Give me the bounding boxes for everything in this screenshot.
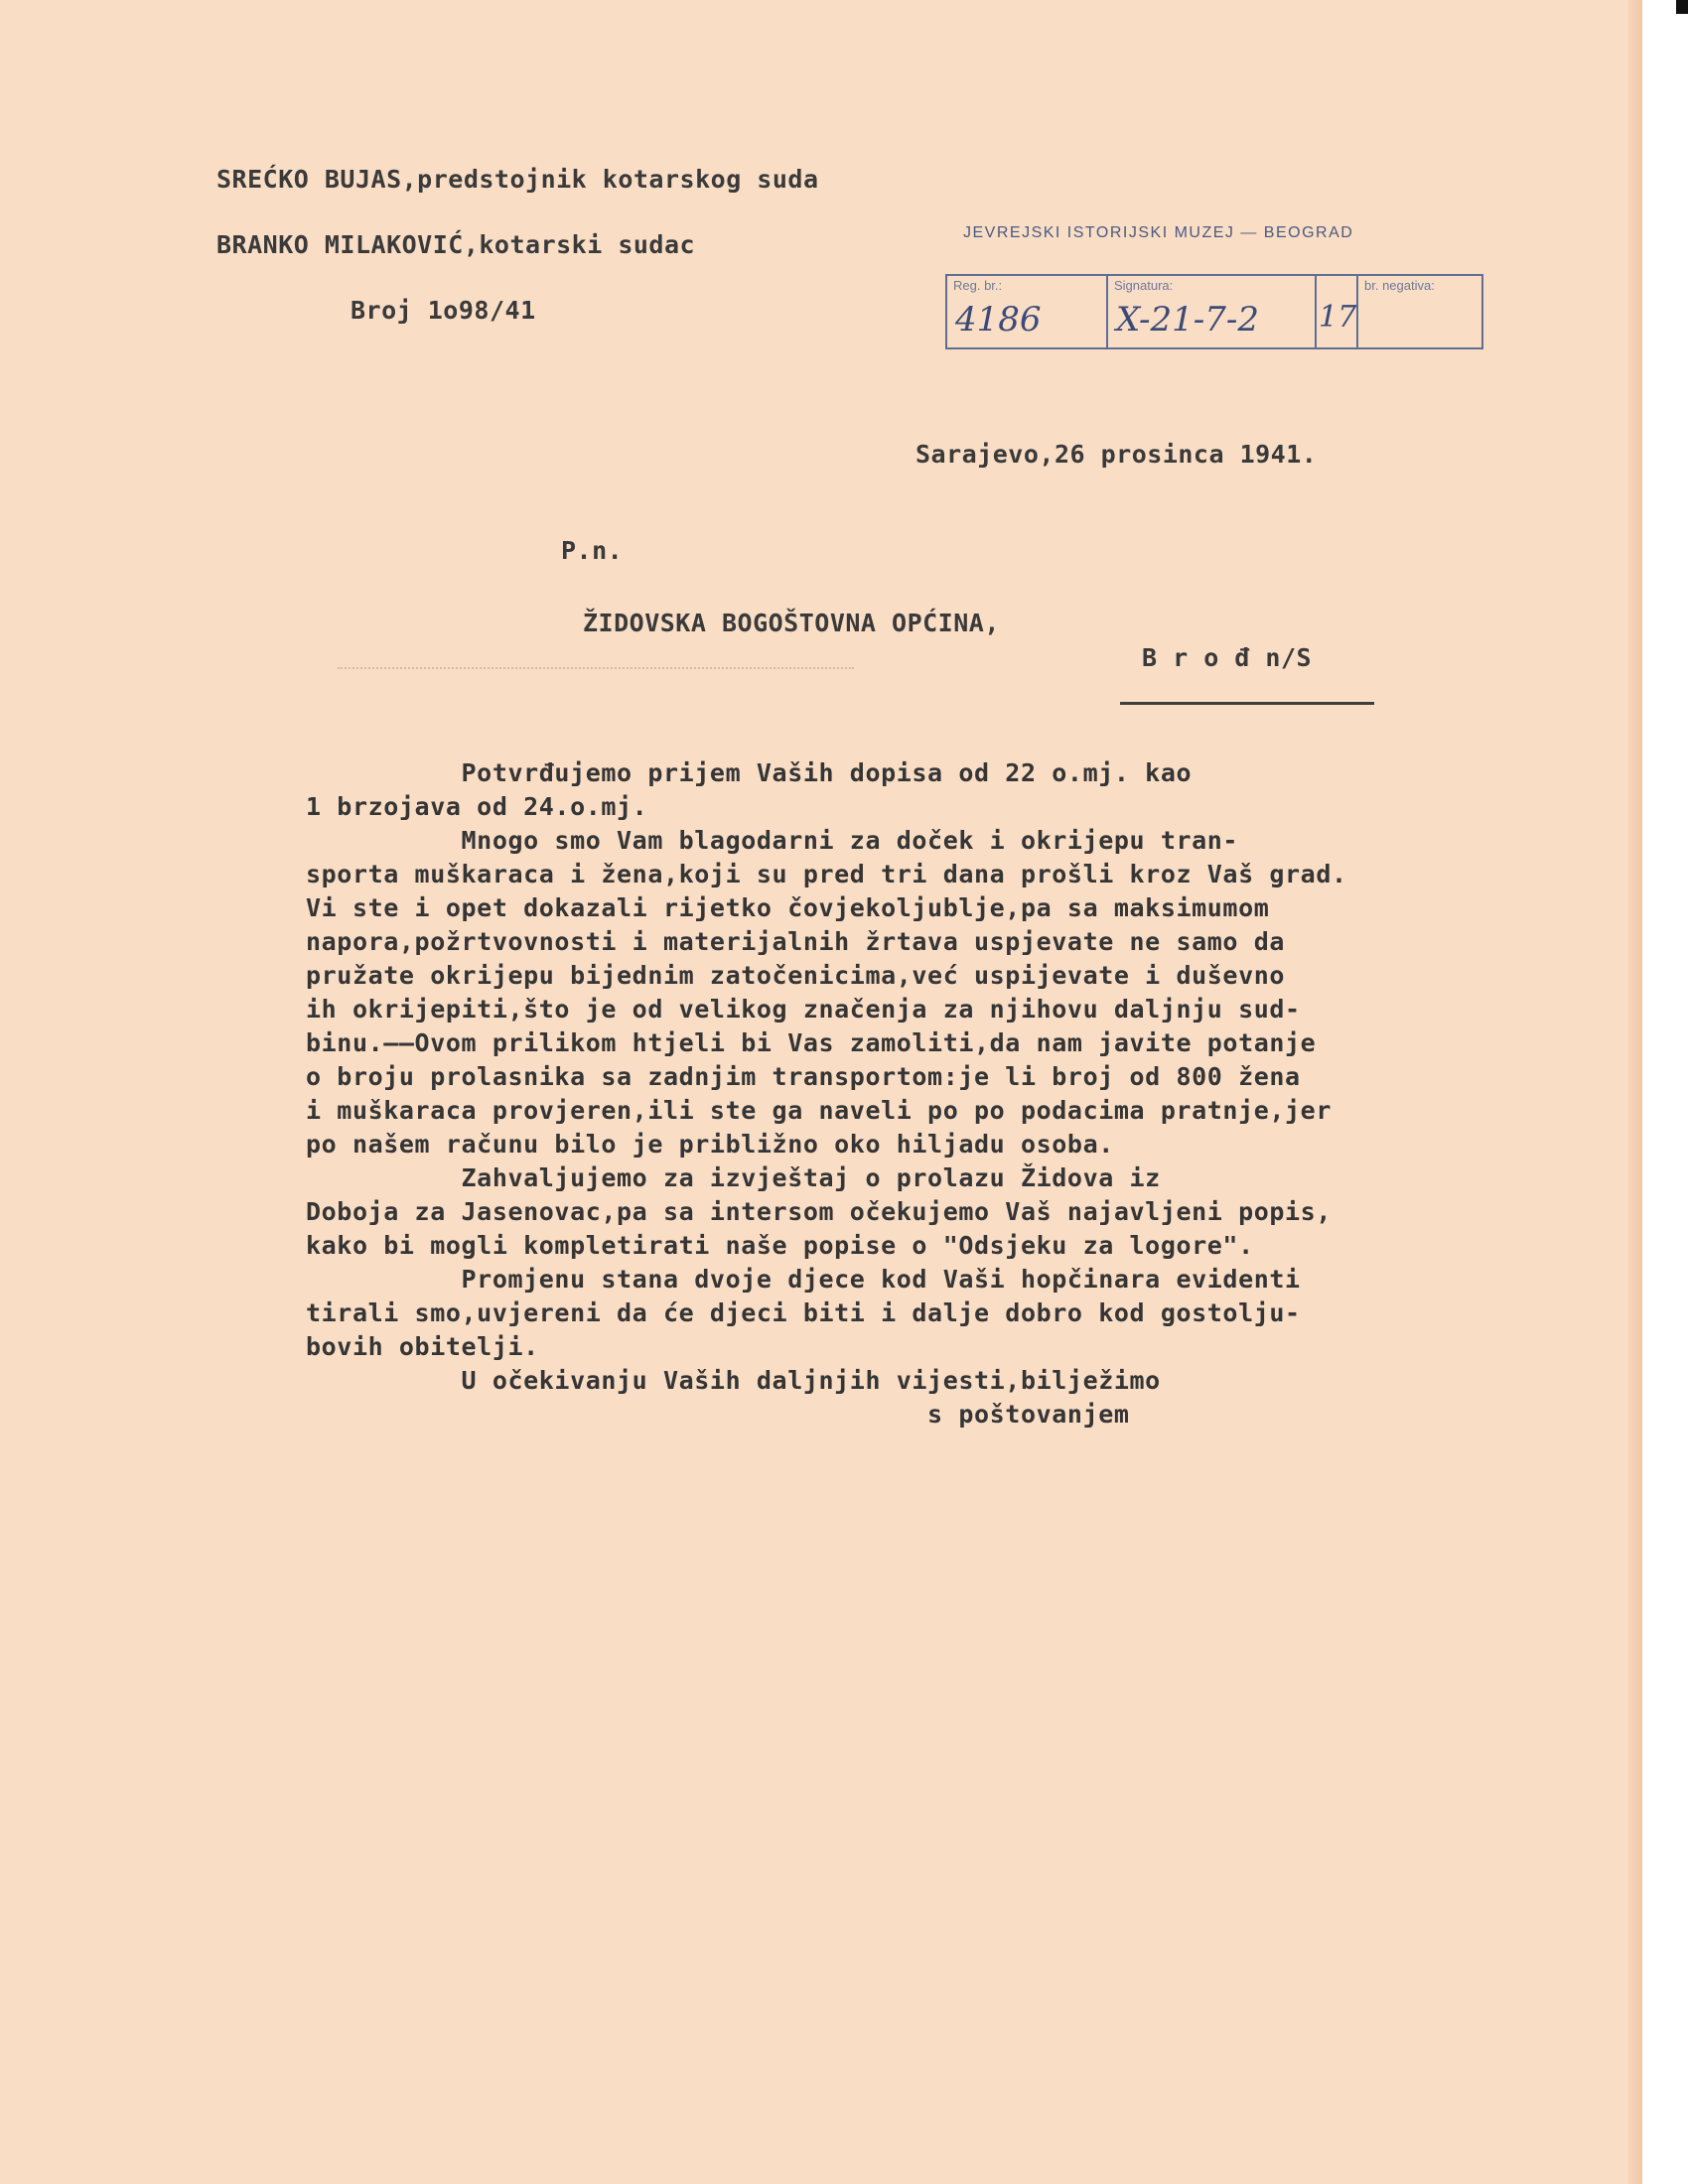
body-line: ih okrijepiti,što je od velikog značenja za njihovu daljnju sud-: [306, 995, 1301, 1024]
body-line: napora,požrtvovnosti i materijalnih žrtava uspjevate ne samo da: [306, 927, 1286, 956]
body-line: kako bi mogli kompletirati naše popise o "Odsjeku za logore".: [306, 1231, 1254, 1260]
letter-body: [306, 756, 1636, 1432]
salutation: P.n.: [561, 536, 624, 565]
body-line: Promjenu stana dvoje djece kod Vaši hopčinara evidenti: [306, 1265, 1301, 1294]
reference-number: Broj 1o98/41: [351, 296, 536, 325]
body-line: po našem računu bilo je približno oko hiljadu osoba.: [306, 1130, 1114, 1159]
stamp-signatura-extra: 17: [1319, 300, 1357, 335]
stamp-signatura-label: Signatura:: [1114, 278, 1174, 293]
body-line: bovih obitelji.: [306, 1332, 539, 1361]
stamp-extra-cell: [1317, 276, 1358, 347]
closing-line: s poštovanjem: [306, 1400, 1130, 1429]
body-line: pružate okrijepu bijednim zatočenicima,već uspijevate i duševno: [306, 961, 1286, 990]
body-line: sporta muškaraca i žena,koji su pred tri dana prošli kroz Vaš grad.: [306, 860, 1347, 888]
archive-stamp: [945, 224, 1491, 351]
stamp-fields: [945, 274, 1483, 349]
recipient-city: B r o đ n/S: [1142, 643, 1313, 672]
body-line: o broju prolasnika sa zadnjim transportom:je li broj od 800 žena: [306, 1062, 1301, 1091]
body-line: Zahvaljujemo za izvještaj o prolazu Židova iz: [306, 1163, 1161, 1192]
stamp-signatura-cell: [1108, 276, 1317, 347]
body-line: Vi ste i opet dokazali rijetko čovjekoljublje,pa sa maksimumom: [306, 893, 1270, 922]
faint-guide-line: [338, 667, 854, 669]
recipient-city-underline: [1120, 702, 1374, 705]
date-line: Sarajevo,26 prosinca 1941.: [915, 440, 1318, 469]
recipient-name: ŽIDOVSKA BOGOŠTOVNA OPĆINA,: [583, 609, 1000, 637]
body-line: 1 brzojava od 24.o.mj.: [306, 792, 648, 821]
letterhead-line-2: BRANKO MILAKOVIĆ,kotarski sudac: [216, 230, 696, 259]
stamp-reg-value: 4186: [955, 300, 1042, 340]
body-line: Doboja za Jasenovac,pa sa intersom očekujemo Vaš najavljeni popis,: [306, 1197, 1332, 1226]
stamp-signatura-value: X-21-7-2: [1116, 300, 1259, 340]
stamp-reg-label: Reg. br.:: [953, 278, 1003, 293]
stamp-negativ-cell: [1358, 276, 1481, 347]
stamp-reg-cell: [947, 276, 1108, 347]
body-line: U očekivanju Vaših daljnjih vijesti,bilježimo: [306, 1366, 1161, 1395]
body-line: binu.——Ovom prilikom htjeli bi Vas zamoliti,da nam javite potanje: [306, 1028, 1317, 1057]
body-line: Mnogo smo Vam blagodarni za doček i okrijepu tran-: [306, 826, 1239, 855]
body-line: Potvrđujemo prijem Vaših dopisa od 22 o.mj. kao: [306, 758, 1193, 787]
scan-corner-mark: [1676, 0, 1688, 14]
body-line: tirali smo,uvjereni da će djeci biti i dalje dobro kod gostolju-: [306, 1298, 1301, 1327]
letterhead-line-1: SREĆKO BUJAS,predstojnik kotarskog suda: [216, 165, 819, 194]
body-line: i muškaraca provjeren,ili ste ga naveli po po podacima pratnje,jer: [306, 1096, 1332, 1125]
stamp-institution: JEVREJSKI ISTORIJSKI MUZEJ — BEOGRAD: [963, 224, 1354, 241]
stamp-negativ-label: br. negativa:: [1364, 278, 1435, 293]
